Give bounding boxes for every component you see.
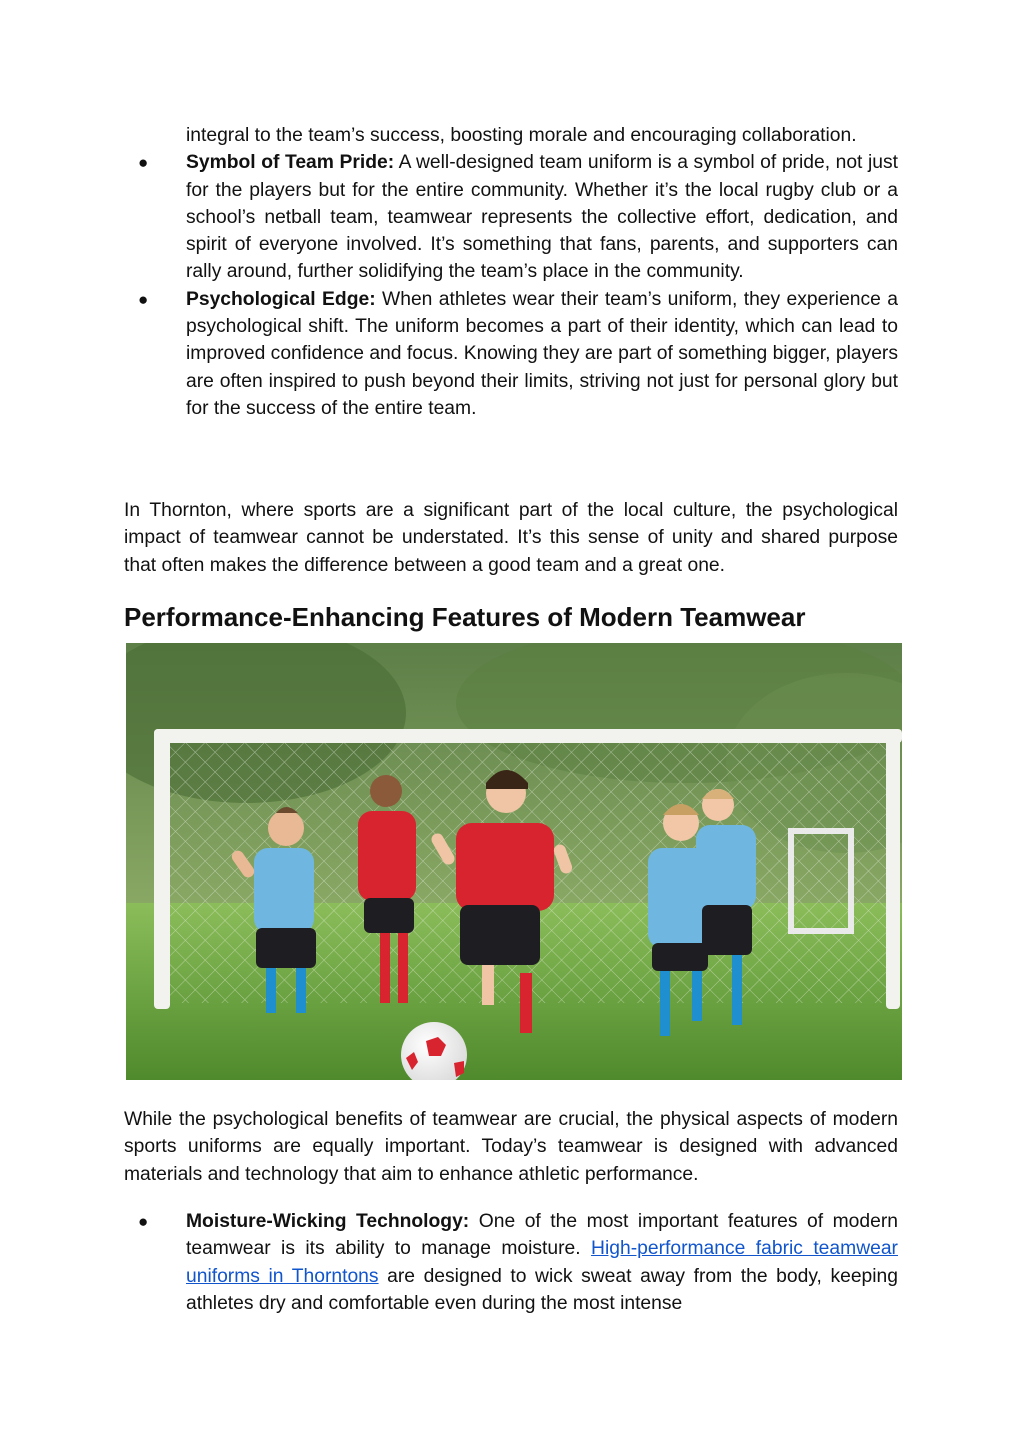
list-item bbox=[124, 149, 898, 285]
paragraph-thornton bbox=[124, 497, 898, 579]
bullet-icon: ● bbox=[138, 153, 149, 173]
soccer-kids-photo bbox=[126, 643, 902, 1080]
list-item-title: Moisture-Wicking Technology: bbox=[186, 1211, 470, 1232]
paragraph-physical bbox=[124, 1106, 898, 1188]
section-heading: Performance-Enhancing Features of Modern Teamwear bbox=[124, 602, 806, 632]
teamwear-uniforms-link[interactable]: High-performance fabric teamwear uniforms in Thorntons bbox=[186, 1238, 898, 1287]
list-item-text: A well-designed team uniform is a symbol of pride, not just for the players but for the entire community. Whether it’s the local rugby club or a school’s netball team, teamwear represents the collective effort, dedication, and spirit of everyone involved. It’s something that fans, parents, and supporters can rally around, further solidifying the team’s place in the community. bbox=[186, 152, 898, 283]
list-item-title: Psychological Edge: bbox=[186, 288, 376, 310]
bullet-icon: ● bbox=[138, 1212, 149, 1231]
section-heading-wrap bbox=[124, 601, 898, 633]
features-list-wrap bbox=[124, 1208, 898, 1317]
list-item-text: are designed to wick sweat away from the body, keeping athletes dry and comfortable even during the most intense bbox=[186, 1265, 899, 1314]
body-paragraph: While the psychological benefits of teamwear are crucial, the physical aspects of modern sports uniforms are equally important. Today’s teamwear is designed with advanced materials and technology that aim to enhance athletic performance. bbox=[124, 1109, 898, 1185]
intro-continuation: integral to the team’s success, boosting morale and encouraging collaboration. bbox=[186, 125, 857, 146]
features-list bbox=[124, 1208, 898, 1317]
list-item bbox=[124, 286, 898, 422]
list-item-title: Symbol of Team Pride: bbox=[186, 152, 395, 174]
body-paragraph: In Thornton, where sports are a significant part of the local culture, the psychological impact of teamwear cannot be understated. It’s this sense of unity and shared purpose that often makes the difference between a good team and a great one. bbox=[124, 500, 898, 576]
benefits-list bbox=[124, 149, 898, 422]
list-item-text: When athletes wear their team’s uniform, they experience a psychological shift. The uniform becomes a part of their identity, which can lead to improved confidence and focus. Knowing they are part of something bigger, players are often inspired to push beyond their limits, striving not just for personal glory but for the success of the entire team. bbox=[186, 288, 899, 419]
top-text-block bbox=[124, 122, 898, 422]
bullet-icon: ● bbox=[138, 289, 149, 309]
list-item-text: One of the most important features of modern teamwear is its ability to manage moisture. bbox=[186, 1211, 898, 1260]
list-item bbox=[124, 1208, 898, 1317]
